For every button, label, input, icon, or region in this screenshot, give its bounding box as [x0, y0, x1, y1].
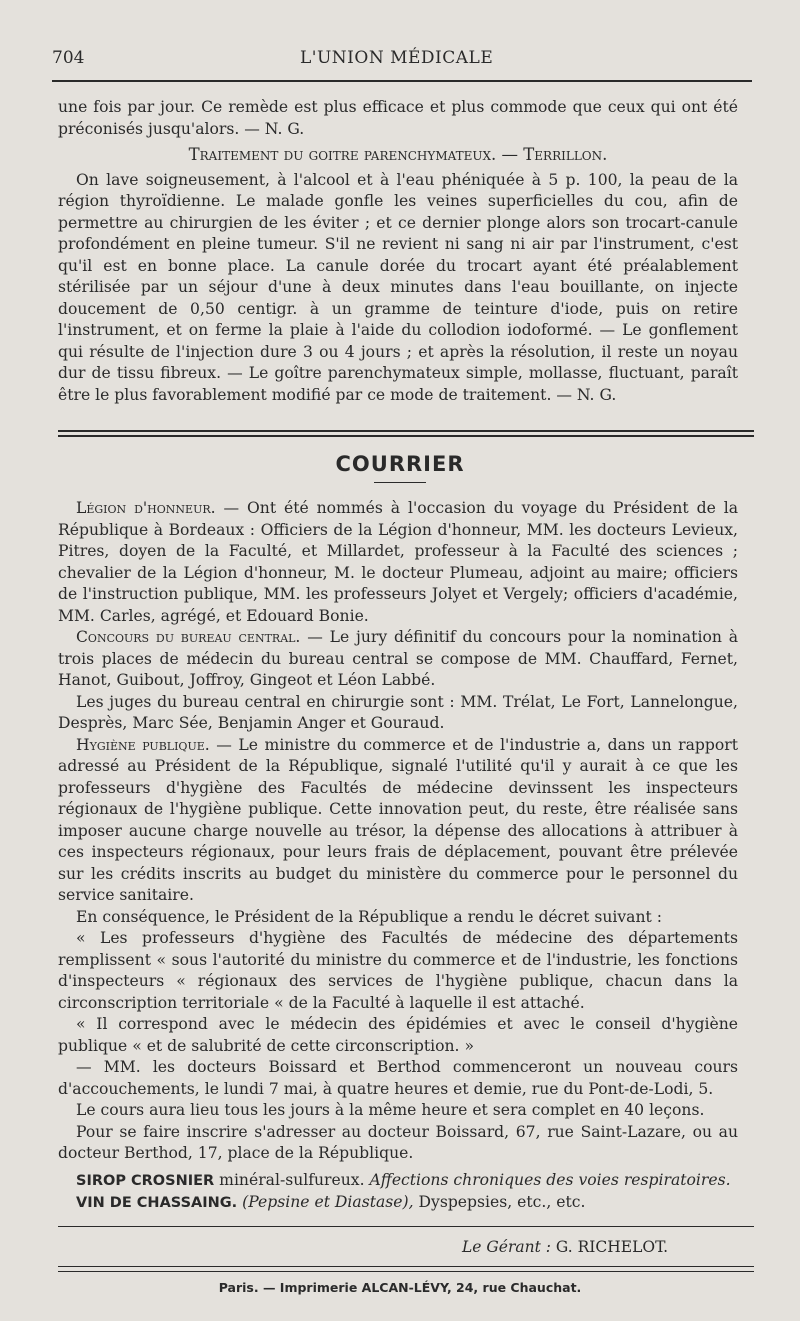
concours-paragraph [58, 627, 738, 692]
gerant-name: G. RICHELOT. [555, 1238, 669, 1256]
course-registration: Pour se faire inscrire s'adresser au docteur Boissard, 67, rue Saint-Lazare, ou au docteur Berthod, 17, place de la République. [58, 1122, 738, 1162]
ad-sirop-italic: Affections chroniques des voies respiratoires. [369, 1170, 731, 1189]
ad-vin-paren: (Pepsine et Diastase), [242, 1193, 414, 1211]
concours-text: — Le jury définitif du concours pour la nomination à trois places de médecin du bureau central se compose de MM. Chauffard, Fernet, Hanot, Guibout, Joffroy, Gingeot et Léon Labbé. [58, 628, 738, 689]
page-number: 704 [52, 48, 85, 68]
ad-sirop-text: minéral-sulfureux. [219, 1170, 365, 1189]
courrier-block [58, 498, 738, 1215]
hygiene-label: Hygiène publique. [76, 735, 210, 754]
section-rule-bottom [58, 435, 754, 437]
ad-sirop-name: SIROP CROSNIER [76, 1172, 215, 1189]
footer-rule-bottom [58, 1271, 754, 1272]
gerant-line [462, 1238, 668, 1256]
course-announcement: — MM. les docteurs Boissard et Berthod commenceront un nouveau cours d'accouchements, le lundi 7 mai, à quatre heures et demie, rue du Pont-de-Lodi, 5. [58, 1058, 738, 1098]
article-body: On lave soigneusement, à l'alcool et à l'eau phéniquée à 5 p. 100, la peau de la région thyroïdienne. Le malade gonfle les veines superficielles du cou, afin de permettre au chirurgien de les éviter ; et ce dernier plonge alors son trocart-canule profondément en pleine tumeur. S'il ne revient ni sang ni air par l'instrument, c'est qu'il est en bonne place. La canule dorée du trocart ayant été préalablement stérilisée par un séjour d'une à deux minutes dans l'eau bouillante, on injecte doucement de 0,50 centigr. à un gramme de teinture d'iode, puis on retire l'instrument, et on ferme la plaie à l'aide du collodion iodoformé. — Le gonflement qui résulte de l'injection dure 3 ou 4 jours ; et après la résolution, il reste un noyau dur de tissu fibreux. — Le goître parenchymateux simple, mollasse, fluctuant, paraît être le plus favorablement modifié par ce mode de traitement. — N. G. [58, 170, 738, 404]
ad-vin-text: Dyspepsies, etc., etc. [418, 1193, 586, 1211]
header-rule [52, 80, 752, 82]
first-block [58, 97, 738, 406]
section-title: COURRIER [335, 452, 465, 476]
legion-paragraph [58, 498, 738, 627]
section-rule-top [58, 430, 754, 432]
legion-text: — Ont été nommés à l'occasion du voyage du Président de la République à Bordeaux : Officiers de la Légion d'honneur, MM. les docteurs Levieux, Pitres, doyen de la Faculté, et Millardet, professeur à la Faculté des sciences ; chevalier de la Légion d'honneur, M. le docteur Plumeau, adjoint au maire; officiers de l'instruction publique, MM. les professeurs Jolyet et Vergely; officiers d'académie, MM. Carles, agrégé, et Edouard Bonie. [58, 499, 739, 625]
printer-imprint: Paris. — Imprimerie ALCAN-LÉVY, 24, rue Chauchat. [218, 1280, 582, 1295]
running-header [52, 48, 752, 74]
ad-vin [58, 1192, 738, 1215]
juges-paragraph: Les juges du bureau central en chirurgie sont : MM. Trélat, Le Fort, Lannelongue, Desprès, Marc Sée, Benjamin Anger et Gouraud. [58, 692, 738, 732]
decree-article-1: « Les professeurs d'hygiène des Facultés de médecine des départements remplissent « sous l'autorité du ministre du commerce et de l'industrie, les fonctions d'inspecteurs « régionaux des services de l'hygiène publique, chacun dans la circonscription territoriale « de la Faculté à laquelle il est attaché. [58, 929, 738, 1012]
hygiene-paragraph [58, 735, 738, 907]
ad-sirop [58, 1170, 738, 1193]
journal-title: L'UNION MÉDICALE [300, 48, 494, 68]
gerant-label: Le Gérant : [462, 1238, 551, 1256]
concours-label: Concours du bureau central. [76, 628, 301, 646]
article-title: Traitement du goitre parenchymateux. — Terrillon. [188, 145, 608, 164]
intro-paragraph: une fois par jour. Ce remède est plus efficace et plus commode que ceux qui ont été préconisés jusqu'alors. — N. G. [58, 98, 738, 138]
hygiene-text: — Le ministre du commerce et de l'industrie a, dans un rapport adressé au Président de la République, signalé l'utilité qu'il y aurait à ce que les professeurs d'hygiène des Facultés de médecine devinssent les inspecteurs régionaux de l'hygiène publique. Cette innovation peut, du reste, être réalisée sans imposer aucune charge nouvelle au trésor, la dépense des allocations à attribuer à ces inspecteurs régionaux, pour leurs frais de déplacement, pouvant être prélevée sur les crédits inscrits au budget du ministère du commerce pour le personnel du service sanitaire. [58, 735, 738, 904]
ads-rule [58, 1226, 754, 1227]
consequence-paragraph: En conséquence, le Président de la République a rendu le décret suivant : [76, 907, 662, 926]
decree-article-2: « Il correspond avec le médecin des épidémies et avec le conseil d'hygiène publique « et de salubrité de cette circonscription. » [58, 1015, 738, 1055]
course-schedule: Le cours aura lieu tous les jours à la même heure et sera complet en 40 leçons. [76, 1101, 705, 1119]
legion-label: Légion d'honneur. [76, 499, 216, 517]
section-title-underline [374, 482, 426, 483]
footer-rule-top [58, 1266, 754, 1267]
ad-vin-name: VIN DE CHASSAING. [76, 1195, 238, 1211]
